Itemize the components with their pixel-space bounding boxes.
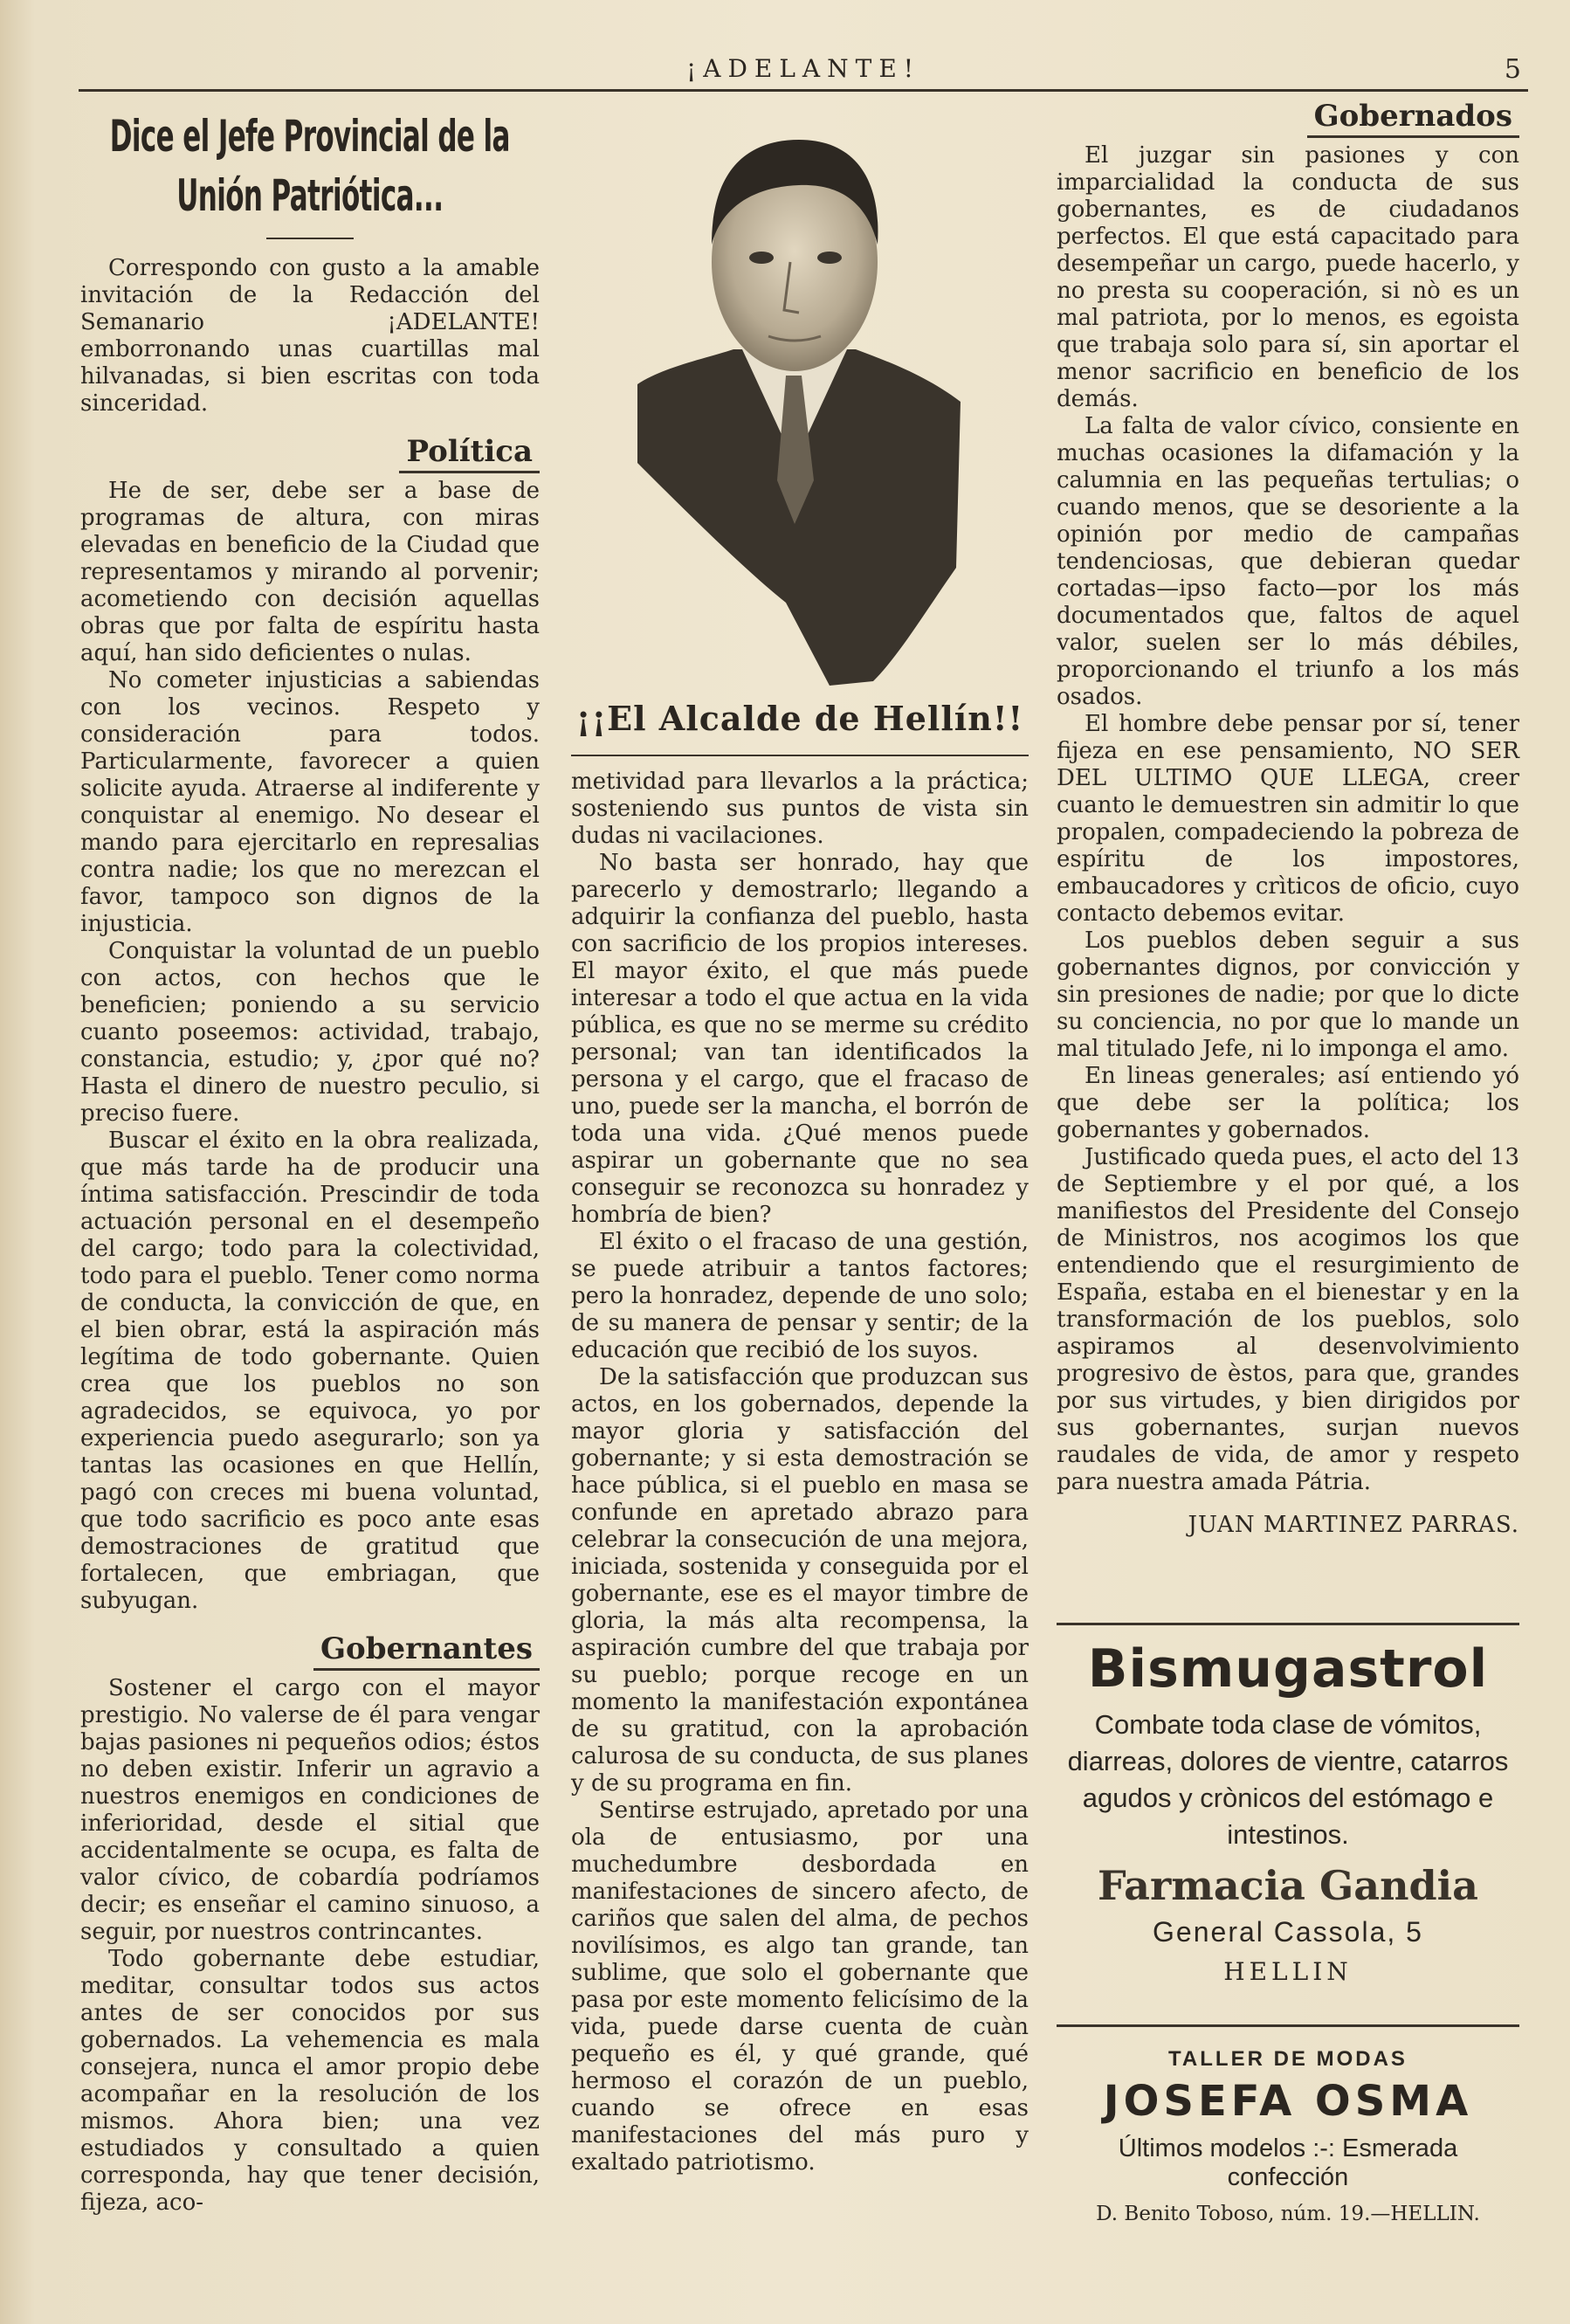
paragraph: metividad para llevarlos a la práctica; sosteniendo sus puntos de vista sin dudas ni vacilaciones. bbox=[571, 769, 1029, 849]
article-headline: Dice el Jefe Provincial de la Unión Patriótica... bbox=[110, 111, 510, 221]
newspaper-title: ¡ADELANTE! bbox=[685, 54, 921, 83]
section-heading-text: Gobernados bbox=[1307, 99, 1519, 138]
pharmacy-city: HELLIN bbox=[1223, 1957, 1353, 1986]
ad-divider-rule bbox=[1057, 2024, 1519, 2027]
paragraph: En lineas generales; así entiendo yó que debe ser la política; los gobernantes y gobernados. bbox=[1057, 1063, 1519, 1143]
article-intro: Correspondo con gusto a la amable invitación de la Redacción del Semanario ¡ADELANTE! emborronando unas cuartillas mal hilvanadas, si bien escritas con toda sinceridad. bbox=[80, 255, 540, 417]
section-heading-politica bbox=[80, 434, 540, 469]
paragraph: No basta ser honrado, hay que parecerlo y demostrarlo; llegando a adquirir la confianza del pueblo, hasta con sacrificio de los propios intereses. El mayor éxito, el que más puede interesar a todo el que actua en la vida pública, es que no se merme su crédito personal; van tan identificados la persona y el cargo, que el fracaso de uno, puede ser la mancha, el borrón de toda una vida. ¿Qué menos puede aspirar un gobernante que no sea conseguir se reconozca su honradez y hombría de bien? bbox=[571, 850, 1029, 1228]
paragraph: Conquistar la voluntad de un pueblo con actos, con hechos que le beneficien; poniendo a su servicio cuanto poseemos: actividad, trabajo, constancia, estudio; y, ¿por qué no? Hasta el dinero de nuestro peculio, si preciso fuere. bbox=[80, 938, 540, 1127]
paragraph: Sostener el cargo con el mayor prestigio. No valerse de él para vengar bajas pasiones ni pequeños odios; éstos no deben existir. Inferir un agravio a nuestros enemigos en condiciones de inferioridad, desde el sitial que accidentalmente se ocupa, es falta de valor cívico, de cobardía podríamos decir; es enseñar el camino sinuoso, a seguir, por nuestros contrincantes. bbox=[80, 1675, 540, 1945]
paragraph: El hombre debe pensar por sí, tener fijeza en ese pensamiento, NO SER DEL ULTIMO QUE LLEGA, creer cuanto le demuestren sin admitir lo que propalen, compadeciendo la pobreza de espíritu de los impostores, embaucadores y crìticos de oficio, cuyo contacto debemos evitar. bbox=[1057, 711, 1519, 927]
paragraph: Todo gobernante debe estudiar, meditar, consultar todos sus actos antes de ser conocidos por sus gobernados. La vehemencia es mala consejera, nunca el amor propio debe acompañar en la resolución de los mismos. Ahora bien; una vez estudiados y consultado a quien corresponda, hay que tener decisión, fijeza, aco- bbox=[80, 1946, 540, 2216]
ad-heading: TALLER DE MODAS bbox=[1168, 2047, 1408, 2071]
paragraph: El éxito o el fracaso de una gestión, se puede atribuir a tantos factores; pero la honradez, depende de uno solo; de su manera de pensar y sentir; de la educación que recibió de los suyos. bbox=[571, 1229, 1029, 1363]
paragraph: He de ser, debe ser a base de programas de altura, con miras elevadas en beneficio de la Ciudad que representamos y mirando al porvenir; acometiendo con decisión aquellas obras que por falta de espíritu hasta aquí, han sido deficientes o nulas. bbox=[80, 478, 540, 666]
page-header bbox=[79, 51, 1528, 92]
caption-rule bbox=[571, 755, 1029, 756]
shop-name: JOSEFA OSMA bbox=[1103, 2077, 1473, 2126]
page-number: 5 bbox=[1504, 54, 1521, 85]
photo-caption: ¡¡El Alcalde de Hellín!! bbox=[575, 699, 1024, 738]
paragraph: De la satisfacción que produzcan sus actos, en los gobernados, depende la mayor gloria y satisfacción del gobernante; y si esta demostración se hace pública, si el pueblo en masa se confunde en apretado abrazo para celebrar la consecución de una mejora, iniciada, sostenida y conseguida por el gobernante, ese es el mayor timbre de gloria, la más alta recompensa, la aspiración cumbre del que trabaja por su pueblo; porque recoge en un momento la manifestación expontánea de su gratitud, con la aprobación calurosa de su conducta, de sus planes y de su programa en fin. bbox=[571, 1364, 1029, 1796]
column-2 bbox=[571, 769, 1029, 2176]
section-heading-text: Política bbox=[399, 434, 540, 473]
section-heading-text: Gobernantes bbox=[313, 1631, 540, 1671]
pharmacy-address: General Cassola, 5 bbox=[1153, 1916, 1423, 1948]
ad-brand: Bismugastrol bbox=[1087, 1638, 1489, 1700]
ad-description: Combate toda clase de vómitos, diarreas, dolores de vientre, catarros agudos y crònicos del estómago e intestinos. bbox=[1067, 1709, 1509, 1850]
paragraph: Justificado queda pues, el acto del 13 de Septiembre y el por qué, a los manifiestos del Presidente del Consejo de Ministros, nos acogimos los que entendiendo que el resurgimiento de España, estaba en el bienestar y en la transformación de los pueblos, solo aspiramos al desenvolvimiento progresivo de èstos, para que, grandes por sus virtudes, y bien dirigidos por sus gobernantes, surjan nuevos raudales de vida, de amor y respeto para nuestra amada Pátria. bbox=[1057, 1144, 1519, 1495]
mayor-portrait-photo bbox=[611, 114, 978, 690]
shop-tagline: Últimos modelos :-: Esmerada confección bbox=[1118, 2134, 1458, 2191]
paragraph: La falta de valor cívico, consiente en muchas ocasiones la difamación y la calumnia en las pequeñas tertulias; o cuando menos, que se desoriente a la opinión por medio de campañas tendenciosas, que debieran quedar cortadas—ipso facto—por los más documentados que, faltos de aquel valor, suelen ser lo más débiles, proporcionando el triunfo a los más osados. bbox=[1057, 413, 1519, 710]
pharmacy-name: Farmacia Gandia bbox=[1098, 1862, 1478, 1909]
paragraph: Sentirse estrujado, apretado por una ola de entusiasmo, por una muchedumbre desbordada en manifestaciones de sincero afecto, de cariños que salen del alma, de pechos novilísimos, es algo tan grande, tan sublime, que solo el gobernante que pasa por este momento felicísimo de la vida, puede darse cuenta de cuàn pequeño es él, y qué grande, qué hermoso el corazón de un pueblo, cuando se ofrece en esas manifestaciones del más puro y exaltado patriotismo. bbox=[571, 1797, 1029, 2176]
bismugastrol-ad bbox=[1057, 1638, 1519, 1986]
column-1 bbox=[80, 103, 540, 2217]
ad-top-rule bbox=[1057, 1623, 1519, 1625]
paragraph: El juzgar sin pasiones y con imparcialidad la conducta de sus gobernantes, es de ciudadanos perfectos. El que está capacitado para desempeñar un cargo, puede hacerlo, y no presta su cooperación, si nò es un mal patriota, por lo menos, es egoista que trabaja solo para sí, sin aportar el menor sacrificio en beneficio de los demás. bbox=[1057, 142, 1519, 412]
headline-rule bbox=[266, 238, 354, 239]
josefa-osma-ad bbox=[1057, 2047, 1519, 2225]
paragraph: No cometer injusticias a sabiendas con los vecinos. Respeto y consideración para todos. Particularmente, favorecer a quien solicite ayuda. Atraerse al indiferente y conquistar al enemigo. No desear el mando para ejercitarlo en represalias contra nadie; los que no merezcan el favor, tampoco son dignos de la injusticia. bbox=[80, 667, 540, 937]
section-heading-gobernados bbox=[1057, 99, 1519, 134]
column-3 bbox=[1057, 99, 1519, 1539]
paragraph: Los pueblos deben seguir a sus gobernantes dignos, por convicción y sin presiones de nadie; por que lo dicte su conciencia, no por que lo mande un mal titulado Jefe, ni lo imponga el amo. bbox=[1057, 928, 1519, 1062]
paragraph: Buscar el éxito en la obra realizada, que más tarde ha de producir una íntima satisfacción. Prescindir de toda actuación personal en el desempeño del cargo; todo para la colectividad, todo para el pueblo. Tener como norma de conducta, la convicción de que, en el bien obrar, está la aspiración más legítima de todo gobernante. Quien crea que los pueblos no son agradecidos, se equivoca, yo por experiencia puedo asegurarlo; son ya tantas las ocasiones en que Hellín, pagó con creces mi buena voluntad, que todo sacrificio es poco ante esas demostraciones de gratitud que fortalecen, que embriagan, que subyugan. bbox=[80, 1128, 540, 1614]
article-signature: JUAN MARTINEZ PARRAS. bbox=[1188, 1512, 1519, 1538]
section-heading-gobernantes bbox=[80, 1631, 540, 1666]
shop-address: D. Benito Toboso, núm. 19.—HELLIN. bbox=[1096, 2203, 1480, 2225]
